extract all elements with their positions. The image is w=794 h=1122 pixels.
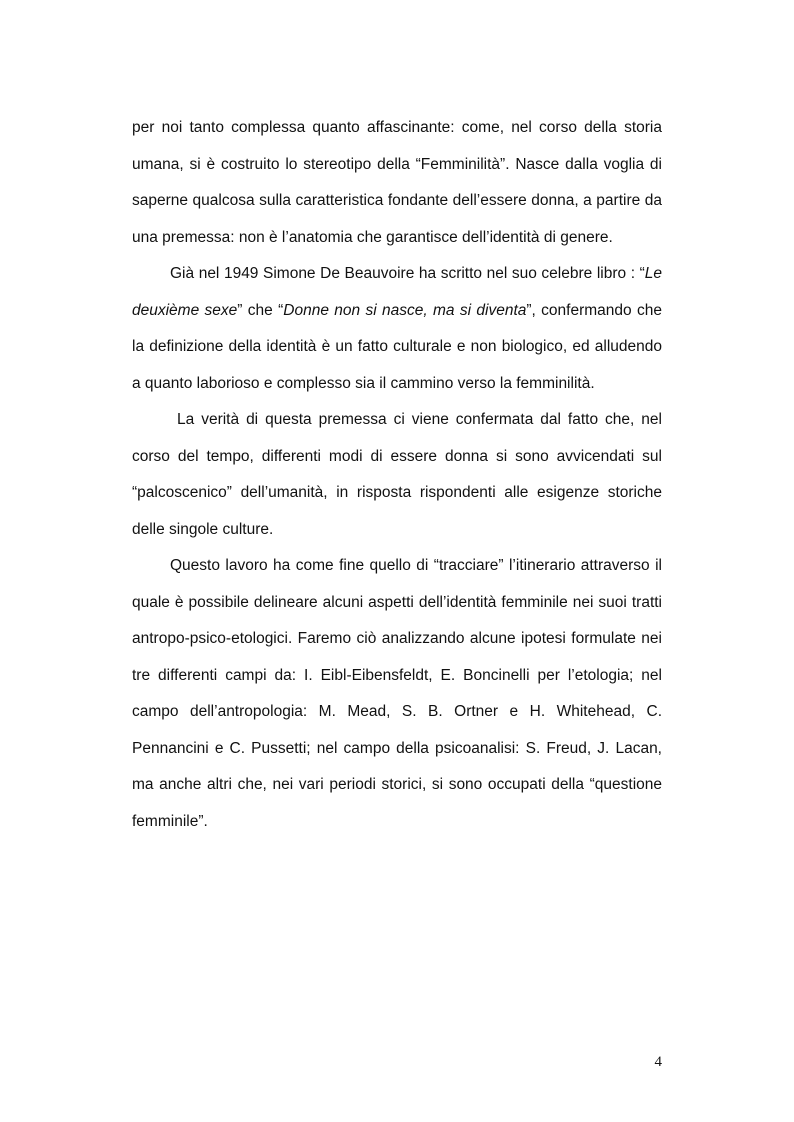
paragraph-2-text-a: Già nel 1949 Simone De Beauvoire ha scritto nel suo celebre libro : “ <box>170 265 645 282</box>
paragraph-3: La verità di questa premessa ci viene confermata dal fatto che, nel corso del tempo, differenti modi di essere donna si sono avvicendati sul “palcoscenico” dell’umanità, in risposta rispondenti alle esigenze storiche delle singole culture. <box>132 411 662 538</box>
quotation: Donne non si nasce, ma si diventa <box>283 301 527 319</box>
paragraph-2 <box>132 256 662 402</box>
paragraph-2-text-c: ”, confermando che la definizione della identità è un fatto culturale e non biologico, ed alludendo a quanto laborioso e complesso sia il cammino verso la femminilità. <box>132 301 662 392</box>
page-number: 4 <box>654 1054 662 1070</box>
paragraph-4: Questo lavoro ha come fine quello di “tracciare” l’itinerario attraverso il quale è possibile delineare alcuni aspetti dell’identità femminile nei suoi tratti antropo-psico-etologici. Faremo ciò analizzando alcune ipotesi formulate nei tre differenti campi da: I. Eibl-Eibensfeldt, E. Boncinelli per l’etologia; nel campo dell’antropologia: M. Mead, S. B. Ortner e H. Whitehead, C. Pennancini e C. Pussetti; nel campo della psicoanalisi: S. Freud, J. Lacan, ma anche altri che, nei vari periodi storici, si sono occupati della “questione femminile”. <box>132 557 662 830</box>
paragraph-1: per noi tanto complessa quanto affascinante: come, nel corso della storia umana, si è costruito lo stereotipo della “Femminilità”. Nasce dalla voglia di saperne qualcosa sulla caratteristica fondante dell’essere donna, a partire da una premessa: non è l’anatomia che garantisce dell’identità di genere. <box>132 119 662 246</box>
body-text <box>132 110 662 840</box>
paragraph-2-text-b: ” che “ <box>237 301 284 319</box>
book-title: Le deuxième sexe <box>132 265 662 319</box>
